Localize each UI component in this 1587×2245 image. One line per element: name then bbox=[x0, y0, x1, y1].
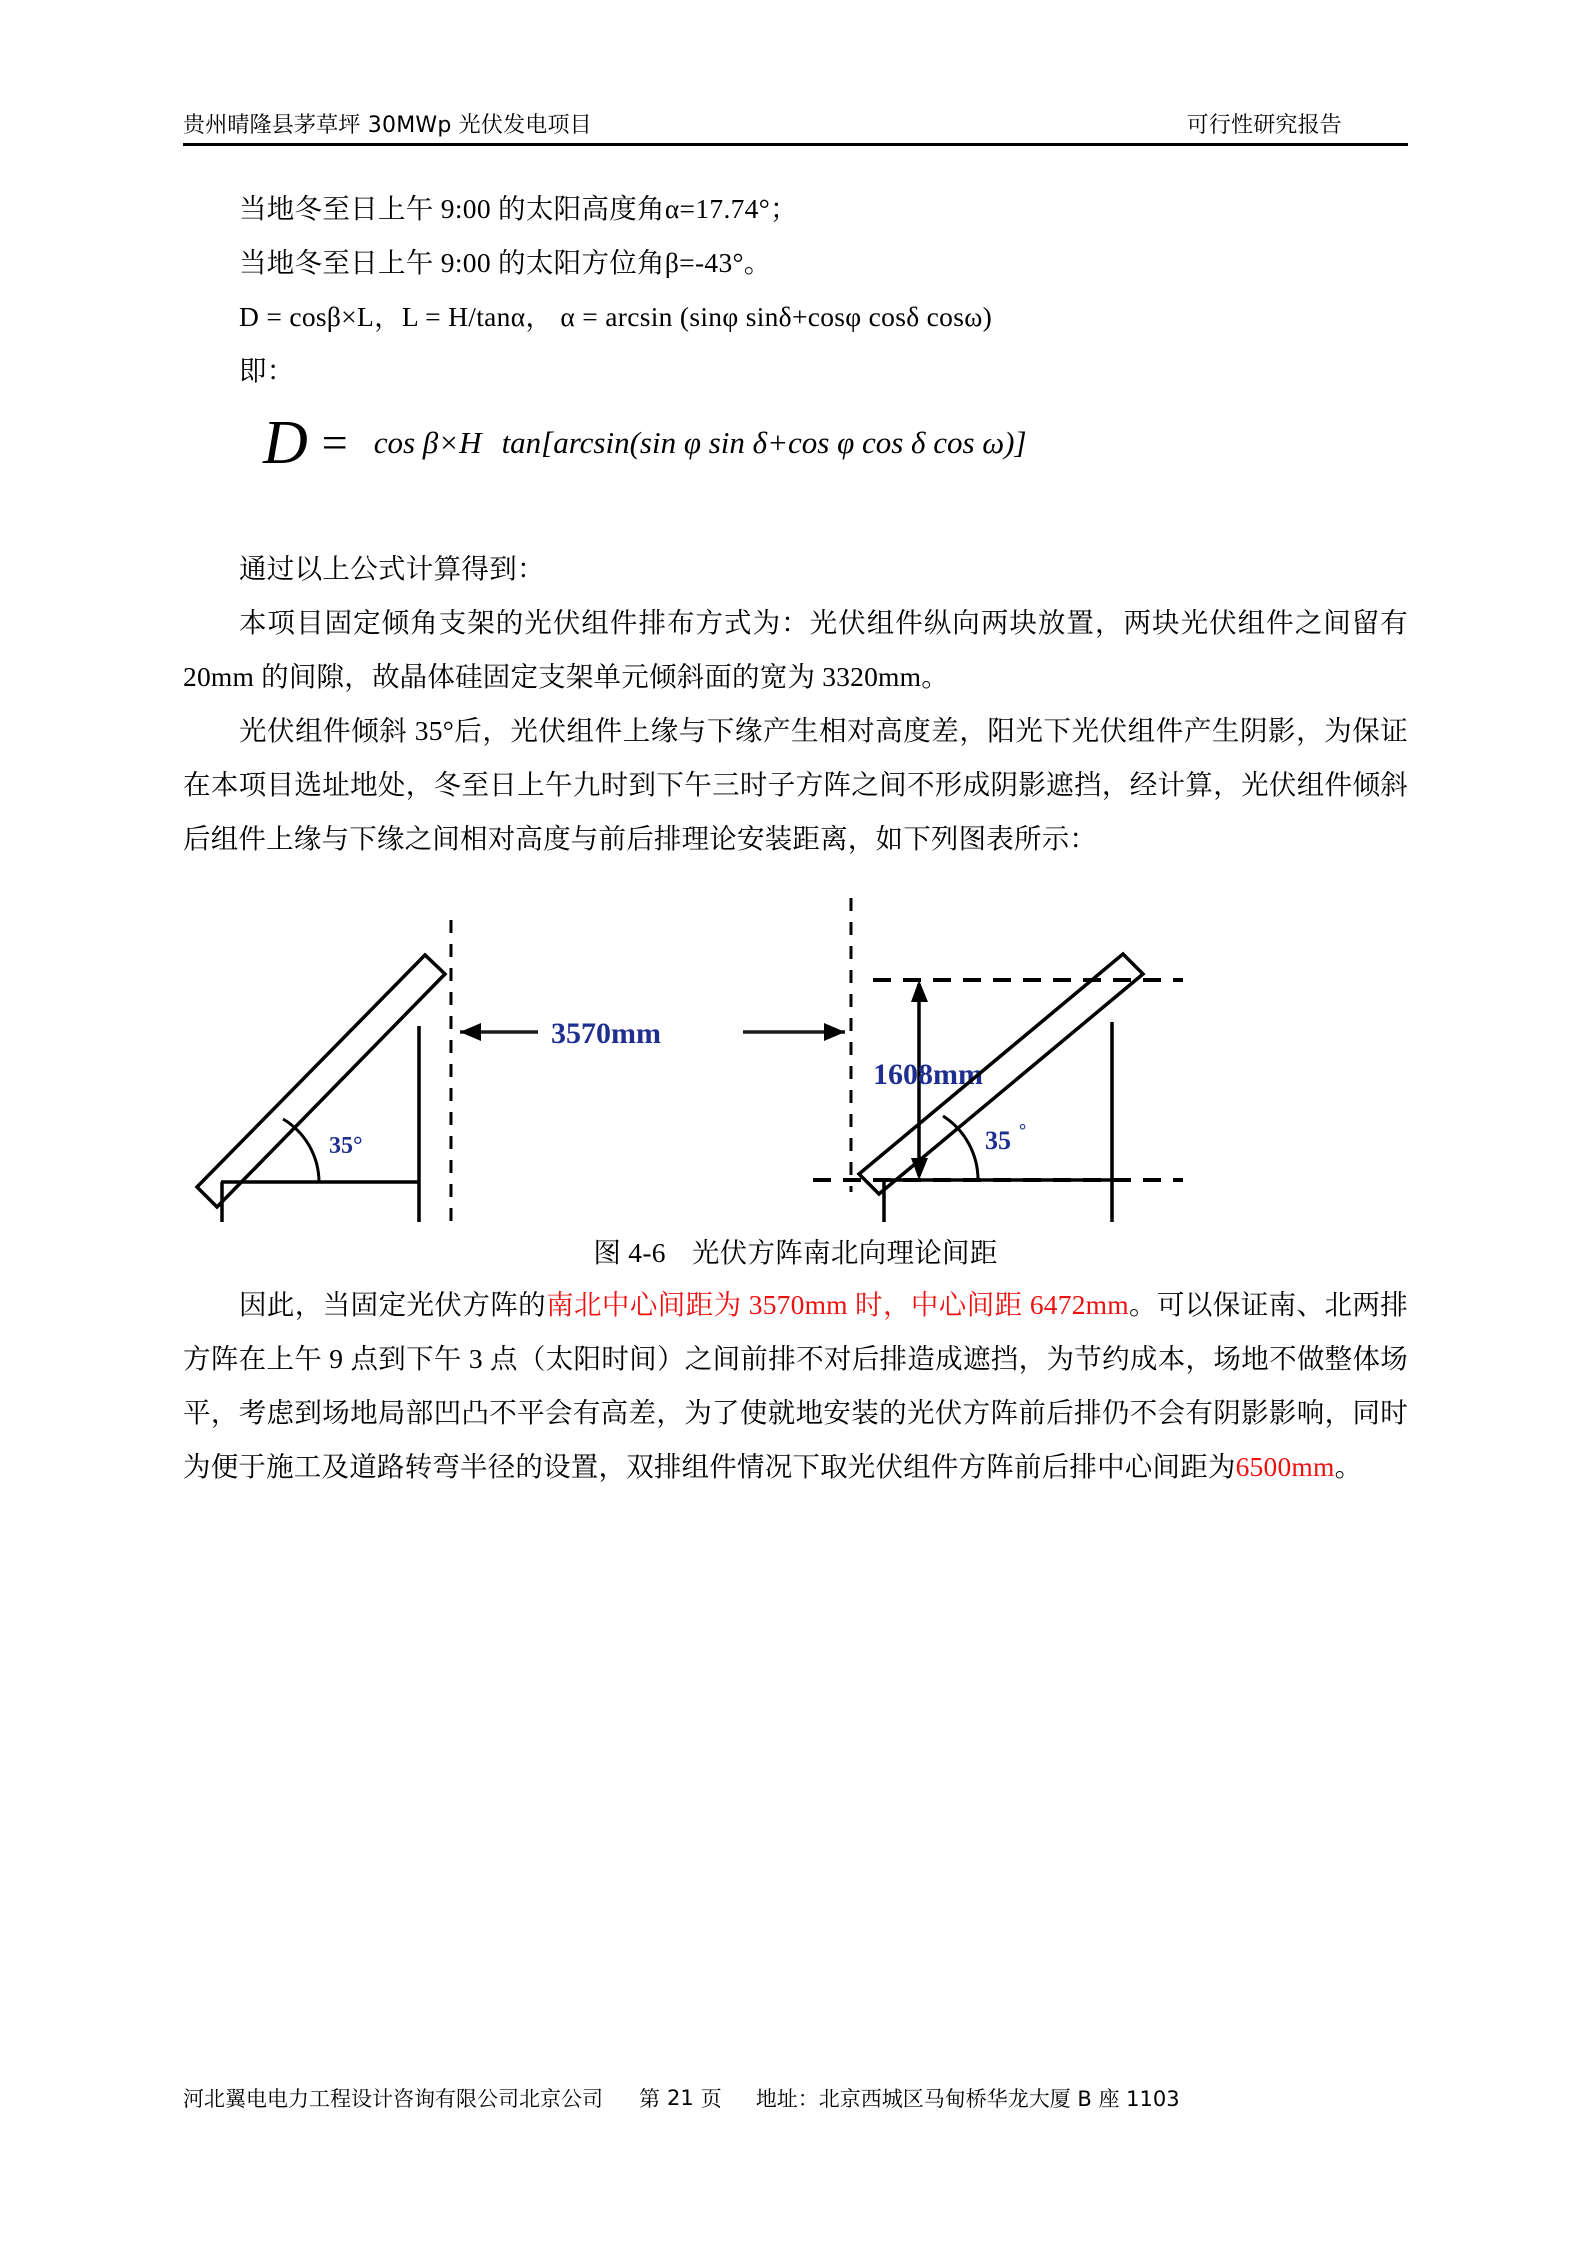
spacing-label: 3570mm bbox=[551, 1017, 661, 1050]
left-pv-module bbox=[197, 955, 445, 1207]
conclusion-highlight-spacing: 南北中心间距为 3570mm 时，中心间距 6472mm bbox=[546, 1289, 1129, 1320]
figure-caption bbox=[183, 1228, 1408, 1278]
right-angle-label-symbol: ° bbox=[1019, 1120, 1027, 1140]
figure-pv-array-spacing bbox=[183, 892, 1408, 1222]
line-inline-formula: D = cosβ×L，L = H/tanα， α = arcsin (sinφ sinδ+cosφ cosδ cosω) bbox=[239, 301, 993, 332]
line-solar-altitude: 当地冬至日上午 9:00 的太阳高度角α=17.74°； bbox=[239, 193, 798, 224]
conclusion-suffix: 。 bbox=[1334, 1451, 1363, 1482]
conclusion-prefix: 因此，当固定光伏方阵的 bbox=[239, 1289, 547, 1320]
display-formula bbox=[183, 409, 1408, 532]
left-angle-arc bbox=[283, 1119, 319, 1182]
header-divider bbox=[183, 143, 1408, 146]
page-content bbox=[183, 0, 1408, 2245]
formula-lhs: D bbox=[263, 409, 308, 477]
formula-denominator: tan[arcsin(sin φ sin δ+cos φ cos δ cos ω)] bbox=[501, 425, 1027, 460]
footer-page-number: 21 bbox=[667, 2086, 694, 2110]
page-header bbox=[183, 108, 1408, 139]
header-document-type: 可行性研究报告 bbox=[1186, 113, 1342, 138]
formula-fraction bbox=[364, 425, 1033, 461]
line-namely: 即： bbox=[239, 355, 295, 386]
figure-caption-title: 光伏方阵南北向理论间距 bbox=[691, 1237, 998, 1268]
footer-address: 地址：北京西城区马甸桥华龙大厦 B 座 1103 bbox=[755, 2087, 1180, 2111]
paragraph-conclusion bbox=[183, 1278, 1408, 1494]
conclusion-body: 。可以保证南、北两排方阵在上午 9 点到下午 3 点（太阳时间）之间前排不对后排造成遮挡，为节约成本，场地不做整体场平，考虑到场地局部凹凸不平会有高差，为了使就地安装的光伏方阵前后排仍不会有阴影影响，同时为便于施工及道路转弯半径的设置，双排组件情况下取光伏组件方阵前后排中心间距为 bbox=[183, 1289, 1408, 1482]
paragraph-module-layout: 本项目固定倾角支架的光伏组件排布方式为：光伏组件纵向两块放置，两块光伏组件之间留有 20mm 的间隙，故晶体硅固定支架单元倾斜面的宽为 3320mm。 bbox=[183, 607, 1408, 692]
figure-caption-number: 图 4-6 bbox=[593, 1237, 666, 1268]
conclusion-highlight-final-spacing: 6500mm bbox=[1235, 1451, 1335, 1482]
line-solar-azimuth: 当地冬至日上午 9:00 的太阳方位角β=-43°。 bbox=[239, 247, 772, 278]
figure-svg bbox=[183, 892, 1408, 1222]
page-footer bbox=[183, 2083, 1408, 2113]
left-angle-label: 35° bbox=[329, 1133, 363, 1159]
footer-page-prefix: 第 bbox=[639, 2087, 660, 2111]
paragraph-shadow-analysis: 光伏组件倾斜 35°后，光伏组件上缘与下缘产生相对高度差，阳光下光伏组件产生阴影，为保证在本项目选址地处，冬至日上午九时到下午三时子方阵之间不形成阴影遮挡，经计算，光伏组件倾斜后组件上缘与下缘之间相对高度与前后排理论安装距离，如下列图表所示： bbox=[183, 715, 1408, 854]
footer-page-suffix: 页 bbox=[700, 2087, 722, 2111]
right-angle-label-value: 35 bbox=[985, 1126, 1011, 1155]
body-text-area bbox=[183, 182, 1408, 1494]
height-label: 1608mm bbox=[873, 1058, 983, 1091]
header-project-title: 贵州晴隆县茅草坪 30MWp 光伏发电项目 bbox=[183, 113, 592, 138]
formula-numerator: cos β×H bbox=[373, 425, 482, 460]
formula-equals: = bbox=[321, 417, 348, 468]
footer-company: 河北翼电电力工程设计咨询有限公司北京公司 bbox=[183, 2087, 603, 2111]
line-result-intro: 通过以上公式计算得到： bbox=[239, 553, 545, 584]
